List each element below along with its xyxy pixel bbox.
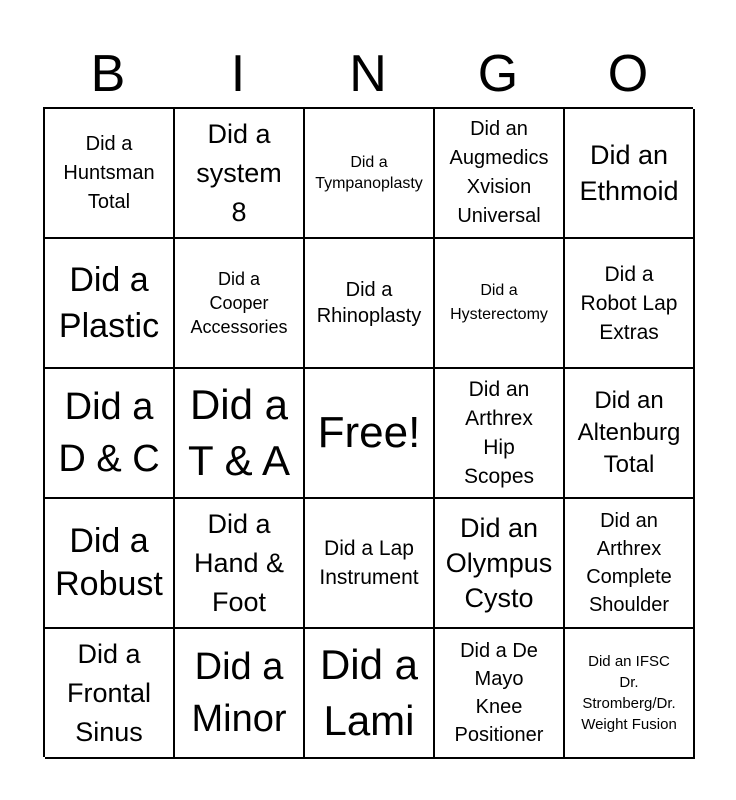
bingo-cell-r1c3[interactable] <box>305 109 435 239</box>
header-letter-i: I <box>230 45 246 103</box>
bingo-cell-r4c3[interactable] <box>305 499 435 629</box>
bingo-cell-r4c2[interactable] <box>175 499 305 629</box>
cell-label: Did a Frontal Sinus <box>66 638 152 747</box>
bingo-cell-r5c5[interactable] <box>565 629 695 759</box>
bingo-cell-r2c5[interactable] <box>565 239 695 369</box>
header-letter-n: N <box>349 45 387 103</box>
cell-label: Did an Ethmoid <box>579 140 679 206</box>
cell-label: Did a Hand & Foot <box>193 508 285 617</box>
cell-label: Did a Robot Lap Extras <box>580 262 678 344</box>
header-letter-g: G <box>477 45 519 103</box>
bingo-cell-r3c3[interactable] <box>305 369 435 499</box>
cell-label: Did an Arthrex Hip Scopes <box>463 378 535 488</box>
bingo-cell-r5c1[interactable] <box>45 629 175 759</box>
bingo-cell-r2c1[interactable] <box>45 239 175 369</box>
cell-label: Did a Hysterectomy <box>450 282 548 323</box>
cell-label: Did a Rhinoplasty <box>316 279 422 327</box>
cell-label: Did an Altenburg Total <box>577 387 681 478</box>
bingo-cell-r2c3[interactable] <box>305 239 435 369</box>
bingo-cell-r4c4[interactable] <box>435 499 565 629</box>
bingo-cell-r3c2[interactable] <box>175 369 305 499</box>
cell-label: Did a Robust <box>55 522 163 603</box>
cell-label: Did a Cooper Accessories <box>190 269 288 337</box>
cell-label: Did an Arthrex Complete Shoulder <box>586 510 672 616</box>
cell-label: Did a Minor <box>191 646 287 740</box>
bingo-cell-r3c4[interactable] <box>435 369 565 499</box>
cell-label: Did a D & C <box>58 386 160 480</box>
bingo-cell-r5c3[interactable] <box>305 629 435 759</box>
cell-label-free: Free! <box>317 408 421 457</box>
bingo-cell-r2c4[interactable] <box>435 239 565 369</box>
bingo-cell-r1c5[interactable] <box>565 109 695 239</box>
header-letter-b: B <box>90 45 126 103</box>
header-letter-o: O <box>607 45 649 103</box>
bingo-header <box>43 40 693 108</box>
cell-label: Did an IFSC Dr. Stromberg/Dr. Weight Fusion <box>581 653 677 733</box>
cell-label: Did a Lap Instrument <box>319 537 419 589</box>
bingo-cell-r3c5[interactable] <box>565 369 695 499</box>
bingo-cell-r5c2[interactable] <box>175 629 305 759</box>
bingo-board <box>43 107 693 757</box>
cell-label: Did a Lami <box>319 641 419 744</box>
bingo-cell-r4c5[interactable] <box>565 499 695 629</box>
cell-label: Did an Olympus Cysto <box>445 512 553 613</box>
bingo-cell-r1c1[interactable] <box>45 109 175 239</box>
bingo-cell-r1c2[interactable] <box>175 109 305 239</box>
bingo-cell-r3c1[interactable] <box>45 369 175 499</box>
bingo-cell-r1c4[interactable] <box>435 109 565 239</box>
bingo-cell-r4c1[interactable] <box>45 499 175 629</box>
bingo-cell-r5c4[interactable] <box>435 629 565 759</box>
cell-label: Did a Huntsman Total <box>63 132 155 213</box>
cell-label: Did a system 8 <box>196 118 282 227</box>
cell-label: Did a Plastic <box>58 261 160 345</box>
bingo-cell-r2c2[interactable] <box>175 239 305 369</box>
cell-label: Did a T & A <box>188 381 290 484</box>
cell-label: Did an Augmedics Xvision Universal <box>449 118 549 227</box>
cell-label: Did a Tympanoplasty <box>315 154 423 192</box>
cell-label: Did a De Mayo Knee Positioner <box>454 640 544 746</box>
